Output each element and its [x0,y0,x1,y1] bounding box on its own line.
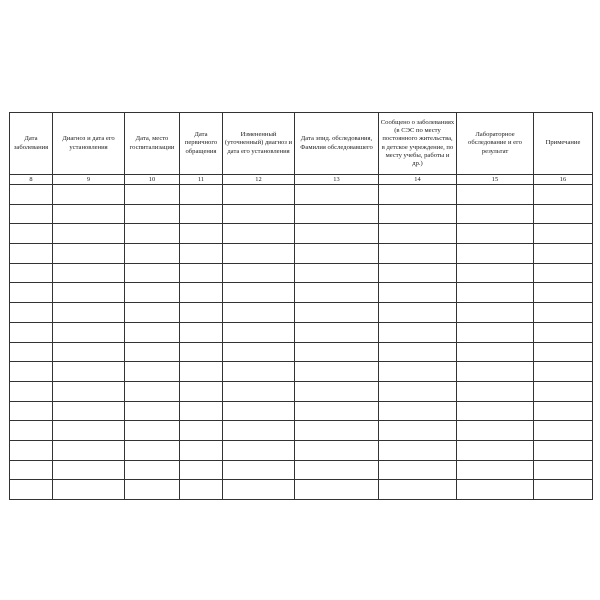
column-number: 14 [379,175,457,185]
column-header-lab-examination: Лабораторное обследование и его результат [457,113,534,175]
table-row [10,224,593,244]
table-cell [457,263,534,283]
table-cell [53,303,125,323]
table-cell [125,283,180,303]
table-cell [295,283,379,303]
table-cell [125,421,180,441]
table-cell [534,244,593,264]
table-cell [379,244,457,264]
table-cell [534,185,593,205]
table-row [10,421,593,441]
table-cell [53,440,125,460]
table-cell [534,401,593,421]
table-row [10,480,593,500]
table-cell [10,263,53,283]
table-cell [10,224,53,244]
table-cell [10,421,53,441]
table-cell [125,263,180,283]
table-cell [180,480,223,500]
table-cell [295,401,379,421]
table-row [10,401,593,421]
column-header-diagnosis: Диагноз и дата его установления [53,113,125,175]
table-cell [223,460,295,480]
table-cell [10,204,53,224]
table-cell [379,283,457,303]
table-cell [379,185,457,205]
table-cell [53,342,125,362]
table-cell [457,303,534,323]
table-cell [534,322,593,342]
table-cell [534,263,593,283]
table-cell [223,381,295,401]
table-cell [53,381,125,401]
table-cell [53,185,125,205]
table-cell [125,440,180,460]
table-cell [379,322,457,342]
table-cell [295,460,379,480]
table-cell [457,244,534,264]
table-cell [457,401,534,421]
table-cell [379,421,457,441]
column-number: 12 [223,175,295,185]
column-header-illness-date: Дата заболевания [10,113,53,175]
table-cell [180,342,223,362]
table-cell [534,224,593,244]
table-cell [125,244,180,264]
header-row [10,113,593,175]
table-cell [223,283,295,303]
table-cell [223,401,295,421]
table-cell [223,440,295,460]
table-cell [53,224,125,244]
table-cell [180,303,223,323]
table-cell [53,421,125,441]
table-cell [457,224,534,244]
table-cell [295,322,379,342]
table-cell [534,283,593,303]
table-cell [295,421,379,441]
table-cell [180,204,223,224]
table-cell [53,480,125,500]
column-number: 13 [295,175,379,185]
table-cell [180,185,223,205]
table-row [10,303,593,323]
table-cell [10,185,53,205]
table-cell [534,204,593,224]
table-cell [10,401,53,421]
table-cell [457,283,534,303]
table-cell [379,401,457,421]
table-cell [53,322,125,342]
table-cell [534,480,593,500]
table-cell [10,322,53,342]
table-cell [125,303,180,323]
table-row [10,460,593,480]
table-cell [53,362,125,382]
column-header-changed-diagnosis: Измененный (уточненный) диагноз и дата его установления [223,113,295,175]
column-number: 9 [53,175,125,185]
table-cell [125,224,180,244]
table-cell [295,263,379,283]
table-cell [223,362,295,382]
table-cell [295,224,379,244]
table-cell [457,480,534,500]
table-cell [223,224,295,244]
table-cell [125,362,180,382]
table-cell [534,460,593,480]
table-row [10,362,593,382]
journal-body [10,185,593,500]
table-row [10,322,593,342]
table-cell [53,283,125,303]
table-cell [534,421,593,441]
table-cell [10,303,53,323]
table-cell [457,460,534,480]
column-number: 10 [125,175,180,185]
table-row [10,204,593,224]
table-cell [10,480,53,500]
table-cell [295,244,379,264]
table-cell [379,381,457,401]
table-cell [180,440,223,460]
table-cell [295,440,379,460]
table-cell [295,185,379,205]
table-cell [125,185,180,205]
table-cell [125,381,180,401]
table-cell [534,362,593,382]
table-cell [180,244,223,264]
column-number: 16 [534,175,593,185]
table-row [10,283,593,303]
table-cell [457,421,534,441]
table-cell [125,204,180,224]
table-cell [223,244,295,264]
table-cell [180,421,223,441]
column-number-row [10,175,593,185]
table-cell [223,303,295,323]
column-header-notes: Примечание [534,113,593,175]
table-cell [125,401,180,421]
table-row [10,263,593,283]
table-cell [180,322,223,342]
table-cell [180,460,223,480]
column-header-first-visit: Дата первичного обращения [180,113,223,175]
table-row [10,381,593,401]
column-header-epid-examination: Дата эпид. обследования, Фамилия обследовавшего [295,113,379,175]
table-cell [457,362,534,382]
table-row [10,440,593,460]
table-cell [379,204,457,224]
column-header-hospitalization: Дата, место госпитализации [125,113,180,175]
table-cell [53,204,125,224]
table-cell [223,204,295,224]
table-cell [53,244,125,264]
table-cell [10,244,53,264]
column-number: 11 [180,175,223,185]
table-cell [10,342,53,362]
table-cell [223,480,295,500]
table-cell [295,381,379,401]
table-cell [534,440,593,460]
table-cell [457,342,534,362]
table-cell [534,342,593,362]
table-cell [10,381,53,401]
table-cell [10,362,53,382]
table-cell [223,185,295,205]
table-cell [180,362,223,382]
table-cell [223,322,295,342]
table-cell [379,342,457,362]
table-cell [125,342,180,362]
table-cell [180,263,223,283]
table-cell [223,263,295,283]
column-number: 8 [10,175,53,185]
table-cell [534,303,593,323]
table-row [10,185,593,205]
table-cell [457,185,534,205]
column-number: 15 [457,175,534,185]
table-cell [457,204,534,224]
table-cell [10,460,53,480]
table-cell [457,440,534,460]
table-cell [379,224,457,244]
table-cell [180,224,223,244]
table-cell [534,381,593,401]
table-cell [125,460,180,480]
table-cell [180,283,223,303]
table-cell [457,381,534,401]
table-cell [223,421,295,441]
table-cell [125,480,180,500]
table-cell [180,381,223,401]
table-cell [295,342,379,362]
column-header-reported-to: Сообщено о заболеваниях (в СЭС по месту постоянного жительства, в детское учреждение, по месту учебы, работы и др.) [379,113,457,175]
table-cell [295,362,379,382]
table-cell [457,322,534,342]
table-cell [295,480,379,500]
journal-table [9,112,593,500]
table-cell [180,401,223,421]
table-cell [53,263,125,283]
table-cell [379,303,457,323]
table-cell [223,342,295,362]
table-cell [10,283,53,303]
table-cell [379,440,457,460]
table-cell [379,480,457,500]
table-cell [379,460,457,480]
table-cell [295,204,379,224]
table-cell [53,401,125,421]
table-cell [379,263,457,283]
table-cell [379,362,457,382]
table-cell [53,460,125,480]
table-cell [10,440,53,460]
table-row [10,342,593,362]
table-cell [295,303,379,323]
table-cell [125,322,180,342]
table-row [10,244,593,264]
journal-page [9,112,592,500]
